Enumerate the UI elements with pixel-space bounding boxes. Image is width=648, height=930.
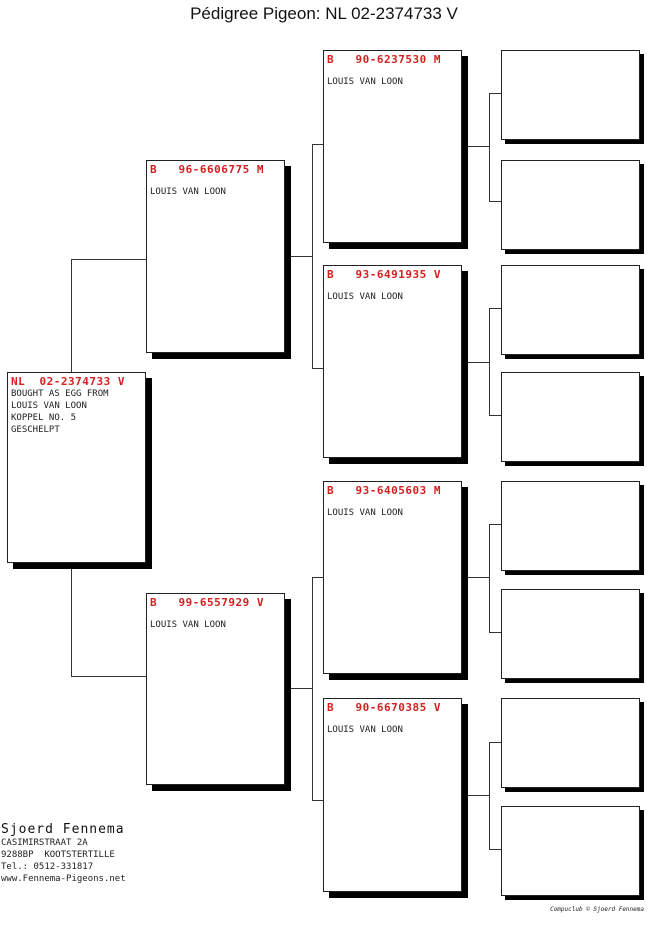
- page-title: Pédigree Pigeon: NL 02-2374733 V: [190, 4, 458, 23]
- connector: [312, 144, 323, 145]
- connector: [461, 795, 489, 796]
- breeder: LOUIS VAN LOON: [327, 292, 403, 302]
- note-line: BOUGHT AS EGG FROM: [11, 389, 109, 399]
- connector: [489, 93, 490, 201]
- note-line: LOUIS VAN LOON: [11, 401, 87, 411]
- connector: [71, 259, 72, 373]
- connector: [461, 362, 489, 363]
- ring-number: B 90-6237530 M: [327, 53, 441, 66]
- sire-dam-box[interactable]: [323, 265, 462, 458]
- great-grandparent-box[interactable]: [501, 265, 640, 355]
- connector: [312, 144, 313, 368]
- ring-number: B 99-6557929 V: [150, 596, 264, 609]
- ring-number: B 90-6670385 V: [327, 701, 441, 714]
- connector: [489, 742, 490, 849]
- connector: [461, 577, 489, 578]
- dam-box[interactable]: [146, 593, 285, 785]
- ring-number: B 93-6405603 M: [327, 484, 441, 497]
- owner-website[interactable]: www.Fennema-Pigeons.net: [1, 874, 126, 884]
- owner-name: Sjoerd Fennema: [1, 822, 125, 837]
- owner-address: CASIMIRSTRAAT 2A: [1, 838, 88, 848]
- great-grandparent-box[interactable]: [501, 589, 640, 679]
- connector: [312, 368, 323, 369]
- owner-info: [1, 822, 126, 885]
- owner-phone: Tel.: 0512-331817: [1, 862, 94, 872]
- dam-dam-box[interactable]: [323, 698, 462, 892]
- credit-text: Compuclub © Sjoerd Fennema: [550, 906, 644, 913]
- great-grandparent-box[interactable]: [501, 698, 640, 788]
- breeder: LOUIS VAN LOON: [150, 187, 226, 197]
- great-grandparent-box[interactable]: [501, 481, 640, 571]
- great-grandparent-box[interactable]: [501, 50, 640, 140]
- connector: [284, 688, 312, 689]
- breeder: LOUIS VAN LOON: [327, 508, 403, 518]
- note-line: GESCHELPT: [11, 425, 60, 435]
- owner-city: 9288BP KOOTSTERTILLE: [1, 850, 115, 860]
- connector: [489, 308, 490, 415]
- connector: [461, 146, 489, 147]
- great-grandparent-box[interactable]: [501, 806, 640, 896]
- connector: [489, 524, 490, 632]
- great-grandparent-box[interactable]: [501, 372, 640, 462]
- breeder: LOUIS VAN LOON: [327, 725, 403, 735]
- connector: [71, 259, 147, 260]
- sire-box[interactable]: [146, 160, 285, 353]
- connector: [71, 562, 72, 676]
- breeder: LOUIS VAN LOON: [150, 620, 226, 630]
- connector: [312, 800, 323, 801]
- great-grandparent-box[interactable]: [501, 160, 640, 250]
- connector: [312, 577, 323, 578]
- dam-sire-box[interactable]: [323, 481, 462, 674]
- connector: [312, 577, 313, 800]
- ring-number: NL 02-2374733 V: [11, 375, 125, 388]
- note-line: KOPPEL NO. 5: [11, 413, 77, 423]
- sire-sire-box[interactable]: [323, 50, 462, 243]
- breeder: LOUIS VAN LOON: [327, 77, 403, 87]
- ring-number: B 96-6606775 M: [150, 163, 264, 176]
- connector: [71, 676, 147, 677]
- subject-box[interactable]: [7, 372, 146, 563]
- ring-number: B 93-6491935 V: [327, 268, 441, 281]
- connector: [284, 256, 312, 257]
